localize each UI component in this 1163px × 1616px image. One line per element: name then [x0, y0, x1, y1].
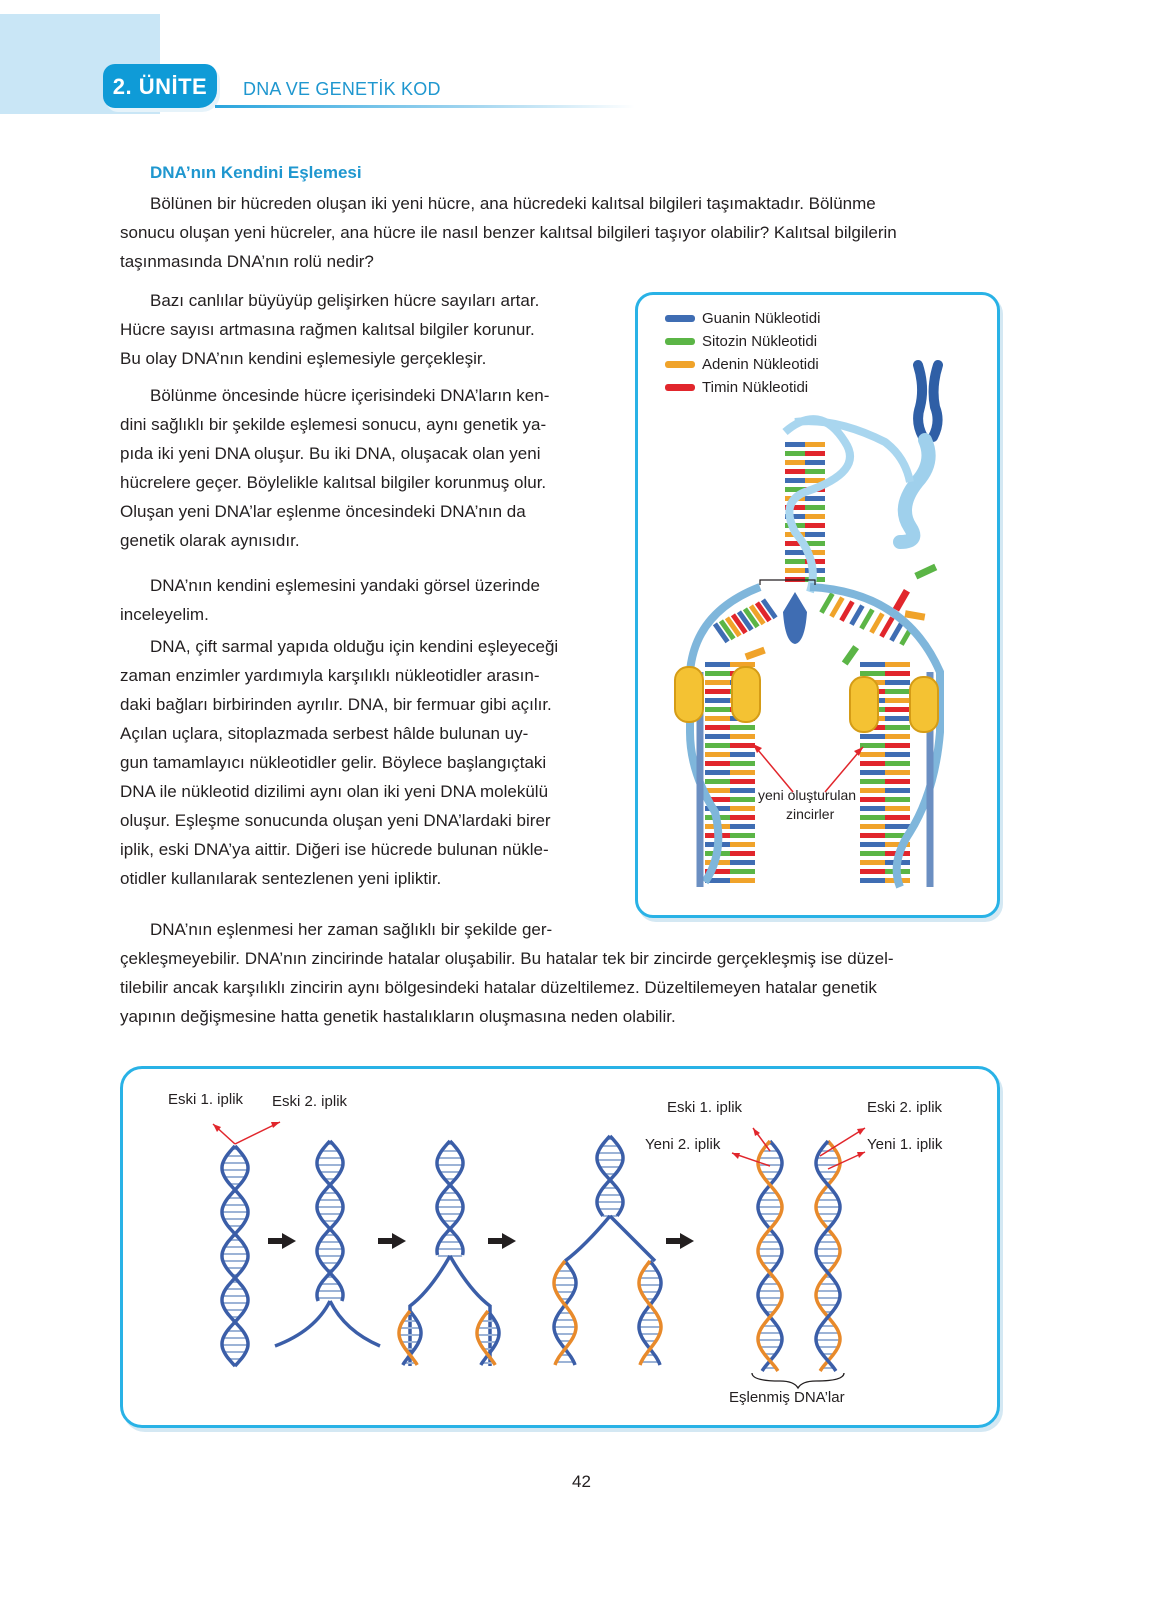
base-pair	[885, 671, 910, 676]
base-pair	[730, 815, 755, 820]
base-pair	[860, 833, 885, 838]
base-pair	[785, 469, 805, 474]
base-pair	[730, 842, 755, 847]
text-line: Açılan uçlara, sitoplazmada serbest hâlde bulunan uy-	[120, 724, 529, 743]
base-pair	[860, 662, 885, 667]
replication-fork-illustration	[635, 292, 1000, 918]
text-line: yapının değişmesine hatta genetik hastalıkların oluşmasına neden olabilir.	[120, 1007, 676, 1026]
base-pair	[885, 806, 910, 811]
base-pair	[860, 788, 885, 793]
new-strands-label-line1: yeni oluşturulan	[758, 787, 857, 803]
text-line: daki bağları birbirinden ayrılır. DNA, bir fermuar gibi açılır.	[120, 695, 552, 714]
base-pair	[860, 878, 885, 883]
base-pair	[705, 671, 730, 676]
text-line: pıda iki yeni DNA oluşur. Bu iki DNA, oluşacak olan yeni	[120, 444, 541, 463]
helix-step-4-top	[597, 1136, 623, 1216]
base-pair	[705, 743, 730, 748]
base-pair	[860, 671, 885, 676]
text-line: Bazı canlılar büyüyüp gelişirken hücre sayıları artar.	[150, 291, 540, 310]
replication-steps-illustration	[120, 1066, 1000, 1428]
base-pair	[885, 824, 910, 829]
helix-step-2-top	[317, 1141, 343, 1301]
base-pair	[730, 869, 755, 874]
unit-badge	[103, 64, 217, 108]
step-arrow-2	[378, 1233, 406, 1249]
base-pair	[860, 752, 885, 757]
split-strand	[275, 1301, 330, 1346]
base-pair	[785, 559, 805, 564]
text-line: taşınmasında DNA’nın rolü nedir?	[120, 252, 374, 271]
base-pair	[785, 460, 805, 465]
base-pair	[885, 788, 910, 793]
base-pair	[885, 707, 910, 712]
base-pair	[730, 806, 755, 811]
base-pair	[885, 698, 910, 703]
base-pair	[885, 734, 910, 739]
text-line: Oluşan yeni DNA’lar eşlenme öncesindeki DNA’nın da	[120, 502, 526, 521]
base-pair	[805, 496, 825, 501]
base-pair	[705, 761, 730, 766]
base-pair	[885, 743, 910, 748]
base-pair	[785, 442, 805, 447]
text-line: dini sağlıklı bir şekilde eşlemesi sonucu, aynı genetik ya-	[120, 415, 547, 434]
base-pair	[885, 815, 910, 820]
base-pair	[730, 743, 755, 748]
step-arrow-1	[268, 1233, 296, 1249]
chromosome-icon	[918, 365, 938, 437]
base-pair	[885, 716, 910, 721]
base-pair	[730, 860, 755, 865]
base-pair	[705, 680, 730, 685]
old-strand-1-right-label: Eski 1. iplik	[667, 1099, 743, 1116]
base-pair	[730, 851, 755, 856]
legend-label: Timin Nükleotidi	[702, 379, 809, 396]
legend-label: Guanin Nükleotidi	[702, 310, 821, 327]
text-line: çekleşmeyebilir. DNA’nın zincirinde hatalar oluşabilir. Bu hatalar tek bir zincirde gerçekleşmiş ise düzel-	[120, 949, 894, 968]
base-pair	[730, 725, 755, 730]
text-line: DNA ile nükleotid dizilimi aynı olan iki yeni DNA molekülü	[120, 782, 549, 801]
text-line: gun tamamlayıcı nükleotidler gelir. Böylece başlangıçtaki	[120, 753, 547, 772]
base-pair	[885, 779, 910, 784]
base-pair	[705, 662, 730, 667]
base-pair	[860, 842, 885, 847]
base-pair	[860, 797, 885, 802]
paragraph-5	[120, 632, 608, 893]
text-line: Bölünen bir hücreden oluşan iki yeni hücre, ana hücredeki kalıtsal bilgileri taşımaktadır. Bölünme	[150, 194, 876, 213]
base-pair	[785, 568, 805, 573]
base-pair	[730, 752, 755, 757]
base-pair	[860, 761, 885, 766]
base-pair	[705, 725, 730, 730]
base-pair	[785, 451, 805, 456]
base-pair	[885, 662, 910, 667]
old-strand-1-label: Eski 1. iplik	[168, 1091, 244, 1108]
base-pair	[805, 532, 825, 537]
base-pair	[805, 442, 825, 447]
base-pair	[730, 797, 755, 802]
base-pair	[860, 779, 885, 784]
paragraph-4	[120, 571, 608, 629]
new-strands-label-line2: zincirler	[786, 806, 835, 822]
step-arrow-3	[488, 1233, 516, 1249]
base-pair	[730, 734, 755, 739]
base-pair	[885, 752, 910, 757]
base-pair	[730, 770, 755, 775]
helix-step-3-top	[437, 1141, 463, 1256]
legend-label: Sitozin Nükleotidi	[702, 333, 818, 350]
replicated-dna-label: Eşlenmiş DNA’lar	[729, 1389, 845, 1406]
base-pair	[885, 725, 910, 730]
replicated-helix-1	[758, 1141, 782, 1371]
helix-step-4-left	[554, 1261, 576, 1365]
text-line: otidler kullanılarak sentezlenen yeni ipliktir.	[120, 869, 442, 888]
polymerase-enzyme-right-2	[910, 677, 938, 732]
brace	[752, 1373, 844, 1388]
polymerase-enzyme-right	[850, 677, 878, 732]
helicase-enzyme	[783, 592, 807, 644]
base-pair	[705, 689, 730, 694]
new-strand-1-label: Yeni 1. iplik	[867, 1136, 943, 1153]
base-pair	[860, 824, 885, 829]
base-pair	[730, 788, 755, 793]
text-line: zaman enzimler yardımıyla karşılıklı nükleotidler arasın-	[120, 666, 540, 685]
legend-label: Adenin Nükleotidi	[702, 356, 819, 373]
base-pair	[805, 460, 825, 465]
text-line: sonucu oluşan yeni hücreler, ana hücre ile nasıl benzer kalıtsal bilgileri taşıyor olabilir? Kalıtsal bilgilerin	[120, 223, 897, 242]
base-pair	[805, 451, 825, 456]
helix-step-1	[222, 1146, 248, 1366]
base-pair	[705, 752, 730, 757]
paragraph-2	[120, 286, 608, 373]
split-strand	[610, 1216, 655, 1261]
text-line: DNA’nın eşlenmesi her zaman sağlıklı bir şekilde ger-	[150, 920, 553, 939]
helix-step-4-right	[639, 1261, 661, 1365]
polymerase-enzyme-left	[675, 667, 703, 722]
base-pair	[885, 797, 910, 802]
text-line: genetik olarak aynısıdır.	[120, 531, 300, 550]
base-pair	[705, 770, 730, 775]
base-pair	[705, 707, 730, 712]
unit-title: DNA VE GENETİK KOD	[243, 79, 441, 99]
base-pair	[885, 761, 910, 766]
polymerase-enzyme-left-2	[732, 667, 760, 722]
paragraph-1	[120, 189, 1000, 276]
split-strand	[330, 1301, 380, 1346]
old-strand-2-right-label: Eski 2. iplik	[867, 1099, 943, 1116]
base-pair	[730, 761, 755, 766]
base-pair	[705, 788, 730, 793]
base-pair	[860, 770, 885, 775]
split-strand	[565, 1216, 610, 1261]
base-pair	[785, 550, 805, 555]
old-strand-2-label: Eski 2. iplik	[272, 1093, 348, 1110]
base-pair	[705, 734, 730, 739]
paragraph-6-rest	[120, 944, 1000, 1031]
text-line: iplik, eski DNA’ya aittir. Diğeri ise hücrede bulunan nükle-	[120, 840, 549, 859]
header-divider	[215, 105, 635, 108]
new-strand-2-label: Yeni 2. iplik	[645, 1136, 721, 1153]
text-line: inceleyelim.	[120, 605, 209, 624]
base-pair	[730, 779, 755, 784]
base-pair	[860, 851, 885, 856]
page-number: 42	[572, 1472, 591, 1491]
base-pair	[785, 478, 805, 483]
text-line: hücrelere geçer. Böylelikle kalıtsal bilgiler korunmuş olur.	[120, 473, 547, 492]
base-pair	[805, 469, 825, 474]
paragraph-6-start	[120, 915, 608, 944]
base-pair	[805, 505, 825, 510]
text-line: Bölünme öncesinde hücre içerisindeki DNA’ların ken-	[150, 386, 550, 405]
base-pair	[860, 869, 885, 874]
base-pair	[705, 779, 730, 784]
text-line: DNA’nın kendini eşlemesini yandaki görsel üzerinde	[150, 576, 540, 595]
text-line: Bu olay DNA’nın kendini eşlemesiyle gerçekleşir.	[120, 349, 487, 368]
base-pair	[730, 824, 755, 829]
base-pair	[860, 806, 885, 811]
base-pair	[705, 698, 730, 703]
text-line: tilebilir ancak karşılıklı zincirin aynı bölgesindeki hatalar düzeltilemez. Düzeltilemeyen hatalar genetik	[120, 978, 877, 997]
helix-step-3-right	[477, 1311, 499, 1365]
base-pair	[860, 743, 885, 748]
base-pair	[730, 878, 755, 883]
base-pair	[730, 833, 755, 838]
base-pair	[705, 716, 730, 721]
paragraph-3	[120, 381, 608, 555]
section-title: DNA’nın Kendini Eşlemesi	[150, 163, 362, 182]
base-pair	[805, 514, 825, 519]
base-pair	[885, 689, 910, 694]
base-pair	[885, 770, 910, 775]
replicated-helix-2	[816, 1141, 840, 1371]
text-line: oluşur. Eşleşme sonucunda oluşan yeni DNA’lardaki birer	[120, 811, 551, 830]
base-pair	[860, 815, 885, 820]
base-pair	[860, 734, 885, 739]
text-line: Hücre sayısı artmasına rağmen kalıtsal bilgiler korunur.	[120, 320, 535, 339]
step-arrow-4	[666, 1233, 694, 1249]
base-pair	[805, 523, 825, 528]
unit-label: 2. ÜNİTE	[112, 74, 208, 99]
base-pair	[860, 860, 885, 865]
text-line: DNA, çift sarmal yapıda olduğu için kendini eşleyeceği	[150, 637, 559, 656]
base-pair	[885, 680, 910, 685]
